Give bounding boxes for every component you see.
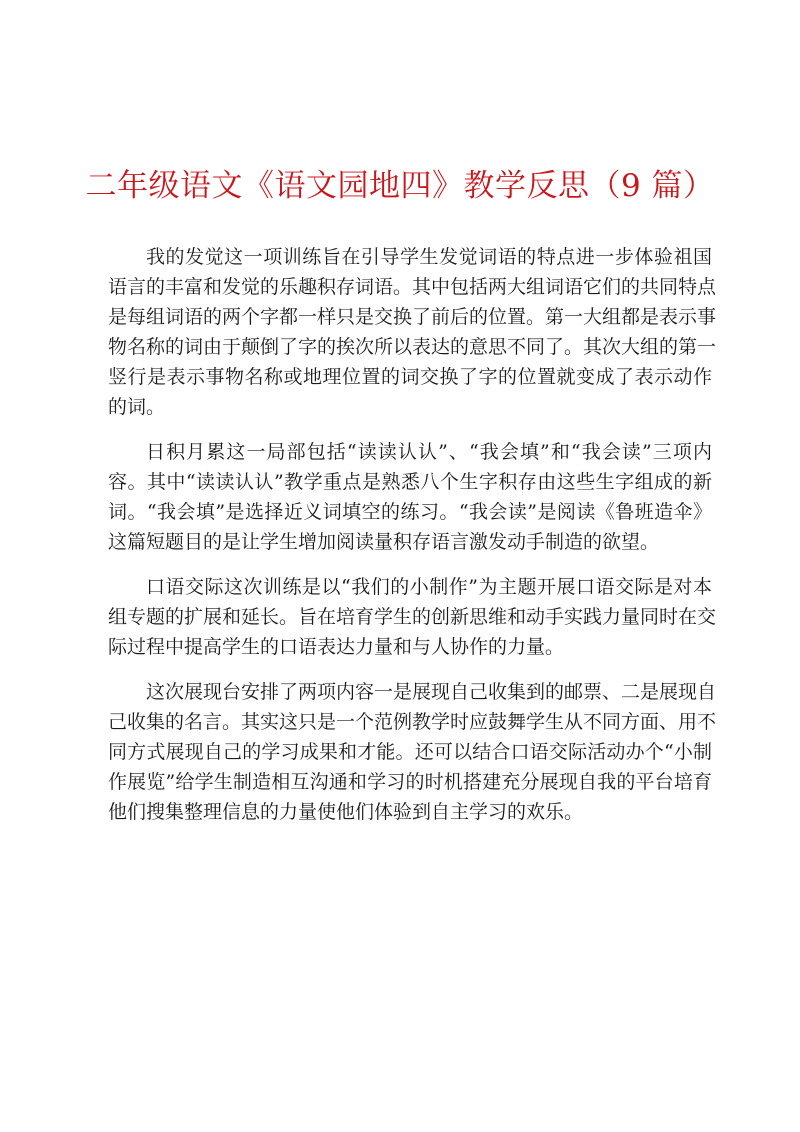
paragraph-line: 己收集的名言。其实这只是一个范例教学时应鼓舞学生从不同方面、用不 — [108, 711, 717, 733]
paragraph-line: 日积月累这一局部包括“读读认认”、“我会填”和“我会读”三项内 — [146, 441, 712, 463]
paragraph-line: 这次展现台安排了两项内容一是展现自己收集到的邮票、二是展现自 — [146, 681, 717, 703]
paragraph-line: 际过程中提高学生的口语表达力量和与人协作的力量。 — [108, 636, 565, 658]
paragraph-line: 语言的丰富和发觉的乐趣积存词语。其中包括两大组词语它们的共同特点 — [108, 276, 717, 298]
paragraph-2 — [108, 437, 712, 557]
paragraph-line: 是每组词语的两个字都一样只是交换了前后的位置。第一大组都是表示事 — [108, 306, 717, 328]
paragraph-line: 口语交际这次训练是以“我们的小制作”为主题开展口语交际是对本 — [146, 576, 712, 598]
paragraph-line: 这篇短题目的是让学生增加阅读量积存语言激发动手制造的欲望。 — [108, 531, 660, 553]
paragraph-4 — [108, 677, 717, 827]
paragraph-line: 容。其中“读读认认”教学重点是熟悉八个生字积存由这些生字组成的新 — [108, 471, 712, 493]
paragraph-line: 物名称的词由于颠倒了字的挨次所以表达的意思不同了。其次大组的第一 — [108, 336, 717, 358]
document-title: 二年级语文《语文园地四》教学反思（9 篇） — [85, 168, 715, 204]
paragraph-3 — [108, 572, 717, 662]
paragraph-line: 竖行是表示事物名称或地理位置的词交换了字的位置就变成了表示动作 — [108, 366, 712, 388]
paragraph-line: 组专题的扩展和延长。旨在培育学生的创新思维和动手实践力量同时在交 — [108, 606, 717, 628]
paragraph-line: 同方式展现自己的学习成果和才能。还可以结合口语交际活动办个“小制 — [108, 741, 712, 763]
paragraph-line: 的词。 — [108, 396, 166, 418]
document-body — [108, 242, 717, 842]
paragraph-line: 词。“我会填”是选择近义词填空的练习。“我会读”是阅读《鲁班造伞》 — [108, 501, 712, 523]
paragraph-line: 作展览”给学生制造相互沟通和学习的时机搭建充分展现自我的平台培育 — [108, 771, 712, 793]
paragraph-1 — [108, 242, 717, 422]
paragraph-line: 我的发觉这一项训练旨在引导学生发觉词语的特点进一步体验祖国 — [146, 246, 712, 268]
paragraph-line: 他们搜集整理信息的力量使他们体验到自主学习的欢乐。 — [108, 801, 584, 823]
